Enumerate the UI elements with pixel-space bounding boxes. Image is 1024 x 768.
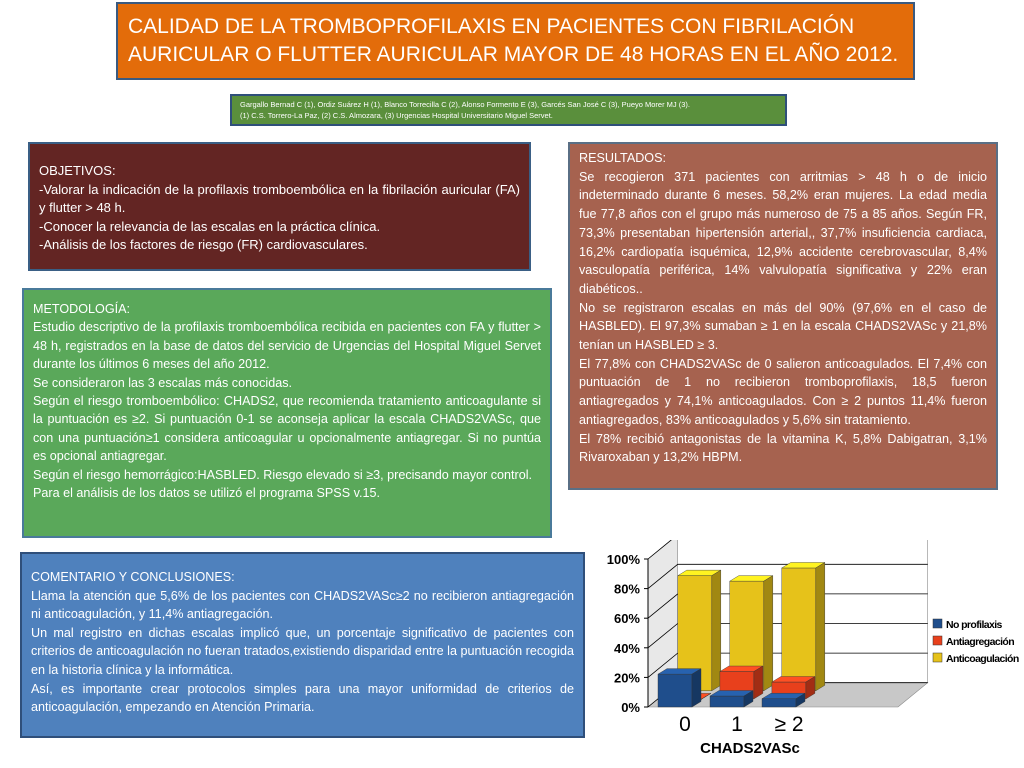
bar-front <box>658 674 692 707</box>
chart-bars <box>658 562 825 707</box>
metodologia-heading: METODOLOGÍA: <box>33 302 131 316</box>
bar-side <box>764 576 773 691</box>
bar <box>710 691 753 707</box>
authors-names: Gargallo Bernad C (1), Ordiz Suárez H (1), Blanco Torrecilla C (2), Alonso Formento E (3), Garcés San José C (3), Pueyo Morer MJ (3). <box>240 100 691 109</box>
chads2vasc-bar-chart <box>590 540 1024 765</box>
x-tick-labels <box>679 713 803 736</box>
bar-side <box>692 669 701 707</box>
resultados-paragraph: Se recogieron 371 pacientes con arritmias > 48 h o de inicio indeterminado durante 6 meses. 58,2% eran mujeres. La edad media fue 77,8 años con el grupo más numeroso de 75 a 85 años. Según FR, 73,3% presentaban hipertensión arterial,, 37,7% insuficiencia cardiaca, 16,2% cardiopatía isquémica, 12,9% accidente cerebrovascular, 8,4% vasculopatía periférica, 14% valvulopatía significativa y 22% eran diabéticos.. <box>579 169 987 296</box>
metodologia-paragraph: Según el riesgo tromboembólico: CHADS2, que recomienda tratamiento anticoagulante si la puntuación es ≥2. Si puntuación 0-1 se aconseja aplicar la escala CHADS2VASc, que con una puntuación≥1 considera anticoagular u opcionalmente antiagregar. Si no puntúa es opcional antiagregar. <box>33 394 541 464</box>
bar-side <box>816 562 825 690</box>
bar-front <box>782 568 816 691</box>
resultados-paragraph: El 78% recibió antagonistas de la vitamina K, 5,8% Dabigatran, 3,1% Rivaroxaban y 13,2% HBPM. <box>579 431 987 465</box>
objetivos-item: -Conocer la relevancia de las escalas en la práctica clínica. <box>39 218 381 234</box>
y-tick-labels <box>607 552 641 715</box>
bar-front <box>762 699 796 707</box>
comentario-heading: COMENTARIO Y CONCLUSIONES: <box>31 570 235 584</box>
legend-swatch <box>933 636 942 645</box>
chart-legend <box>933 619 1019 665</box>
legend-swatch <box>933 619 942 628</box>
poster-title: CALIDAD DE LA TROMBOPROFILAXIS EN PACIENTES CON FIBRILACIÓN AURICULAR O FLUTTER AURICULAR MAYOR DE 48 HORAS EN EL AÑO 2012. <box>116 2 915 80</box>
x-tick-label: 0 <box>679 713 691 736</box>
objetivos-item: -Análisis de los factores de riesgo (FR) cardiovasculares. <box>39 237 368 252</box>
comentario-paragraph: Llama la atención que 5,6% de los pacientes con CHADS2VASc≥2 no recibieron antiagregación ni anticoagulación, y 11,4% antiagregación. <box>31 588 574 622</box>
authors-box <box>230 94 787 126</box>
x-tick-label: ≥ 2 <box>774 713 804 736</box>
resultados-paragraph: El 77,8% con CHADS2VASc de 0 salieron anticoagulados. El 7,4% con puntuación de 1 no recibieron tromboprofilaxis, 18,5 fueron antiagregados y 74,1% anticoagulados. Con ≥ 2 puntos 11,4% fueron antiagregados, 83% anticoagulados y 5,6% sin tratamiento. <box>579 356 987 427</box>
resultados-heading: RESULTADOS: <box>579 151 667 165</box>
y-tick-label: 60% <box>613 611 640 627</box>
metodologia-paragraph: Estudio descriptivo de la profilaxis tromboembólica recibida en pacientes con FA y flutter > 48 h, registrados en la base de datos del servicio de Urgencias del Hospital Miguel Servet durante los últimos 6 meses del año 2012. <box>33 320 541 372</box>
y-tick-label: 80% <box>613 581 640 597</box>
comentario-paragraph: Un mal registro en dichas escalas implicó que, un porcentaje significativo de pacientes con criterios de anticoagulación no fueran tratados,existiendo disparidad entre la puntuación recogida en la historia clínica y la informática. <box>31 625 574 677</box>
y-tick-label: 20% <box>613 670 640 686</box>
authors-affiliations: (1) C.S. Torrero-La Paz, (2) C.S. Almozara, (3) Urgencias Hospital Universitario Miguel Servet. <box>240 111 553 120</box>
metodologia-paragraph: Para el análisis de los datos se utilizó el programa SPSS v.15. <box>33 486 380 501</box>
resultados-paragraph: No se registraron escalas en más del 90% (97,6% en el caso de HASBLED). El 97,3% sumaban ≥ 1 en la escala CHADS2VASc y 21,8% tenían un HASBLED ≥ 3. <box>579 300 987 353</box>
objetivos-panel <box>28 142 531 271</box>
bar-side <box>754 666 763 699</box>
legend-swatch <box>933 653 942 662</box>
bar-front <box>710 696 744 707</box>
bar-side <box>712 570 721 691</box>
y-tick-label: 100% <box>606 552 640 567</box>
comentario-panel <box>20 552 585 738</box>
legend-label: Antiagregación <box>946 636 1015 648</box>
bar <box>762 693 805 707</box>
metodologia-paragraph: Se consideraron las 3 escalas más conocidas. <box>33 375 293 390</box>
y-tick-label: 40% <box>613 640 640 656</box>
comentario-paragraph: Así, es importante crear protocolos simples para una mayor uniformidad de criterios de anticoagulación, empezando en Atención Primaria. <box>31 681 574 715</box>
x-tick-label: 1 <box>731 713 743 736</box>
bar <box>658 669 701 707</box>
objetivos-heading: OBJETIVOS: <box>39 163 116 178</box>
objetivos-item: -Valorar la indicación de la profilaxis tromboembólica en la fibrilación auricular (FA) y flutter > 48 h. <box>39 181 520 215</box>
legend-label: No profilaxis <box>946 619 1002 631</box>
metodologia-panel <box>22 288 552 538</box>
metodologia-paragraph: Según el riesgo hemorrágico:HASBLED. Riesgo elevado si ≥3, precisando mayor control. <box>33 467 533 482</box>
legend-label: Anticoagulación <box>946 653 1019 665</box>
y-tick-label: 0% <box>621 700 640 715</box>
bar <box>782 562 825 690</box>
x-axis-label: CHADS2VASc <box>700 740 800 757</box>
resultados-panel <box>568 142 998 490</box>
